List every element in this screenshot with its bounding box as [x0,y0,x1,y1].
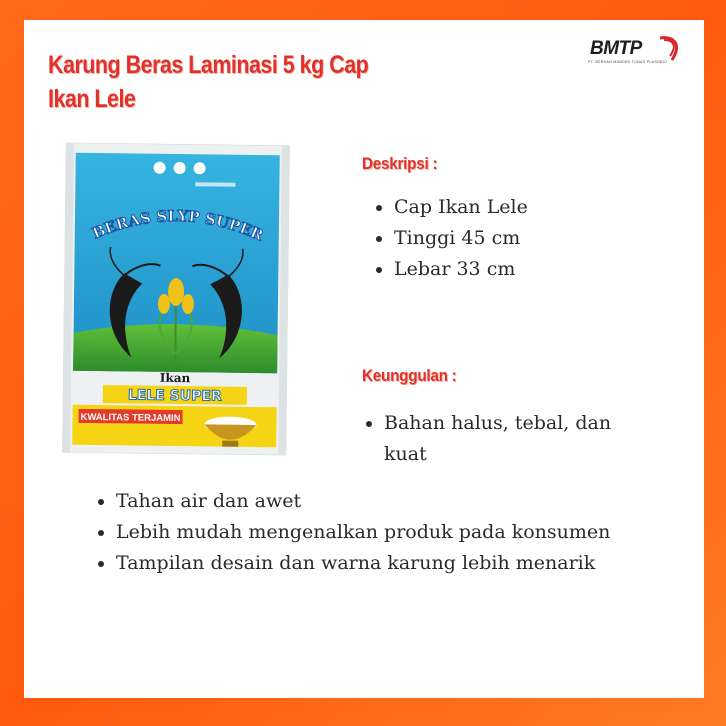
logo-name: BMTP [590,38,642,59]
advantages-list [362,408,642,470]
bag-top-text: BERAS SLYP SUPER [89,206,267,245]
list-item: Tampilan desain dan warna karung lebih menarik [94,548,610,579]
list-item: Tinggi 45 cm [372,223,528,254]
logo-tagline: PT. BERKAH MANDIRI TUNAS PLASINDO [588,60,668,64]
list-item: Lebar 33 cm [372,254,528,285]
page-title: Karung Beras Laminasi 5 kg Cap Ikan Lele [48,51,369,113]
content-card [24,20,704,698]
bmtp-logo [584,34,684,70]
advantages-heading: Keunggulan : [362,366,457,385]
advantages-list-continued [94,486,610,579]
bag-brand-text: LELE SUPER [127,387,222,405]
list-item: Lebih mudah mengenalkan produk pada konsumen [94,517,610,548]
list-item: Tahan air dan awet [94,486,610,517]
list-item: Cap Ikan Lele [372,192,528,223]
rice-sack-illustration [62,143,290,456]
list-item: Bahan halus, tebal, dan kuat [362,408,642,470]
bag-quality-text: KWALITAS TERJAMIN [80,411,181,425]
product-bag-image [62,143,290,456]
bag-brand-small: Ikan [159,370,191,386]
description-heading: Deskripsi : [362,154,438,173]
description-list [372,192,528,285]
